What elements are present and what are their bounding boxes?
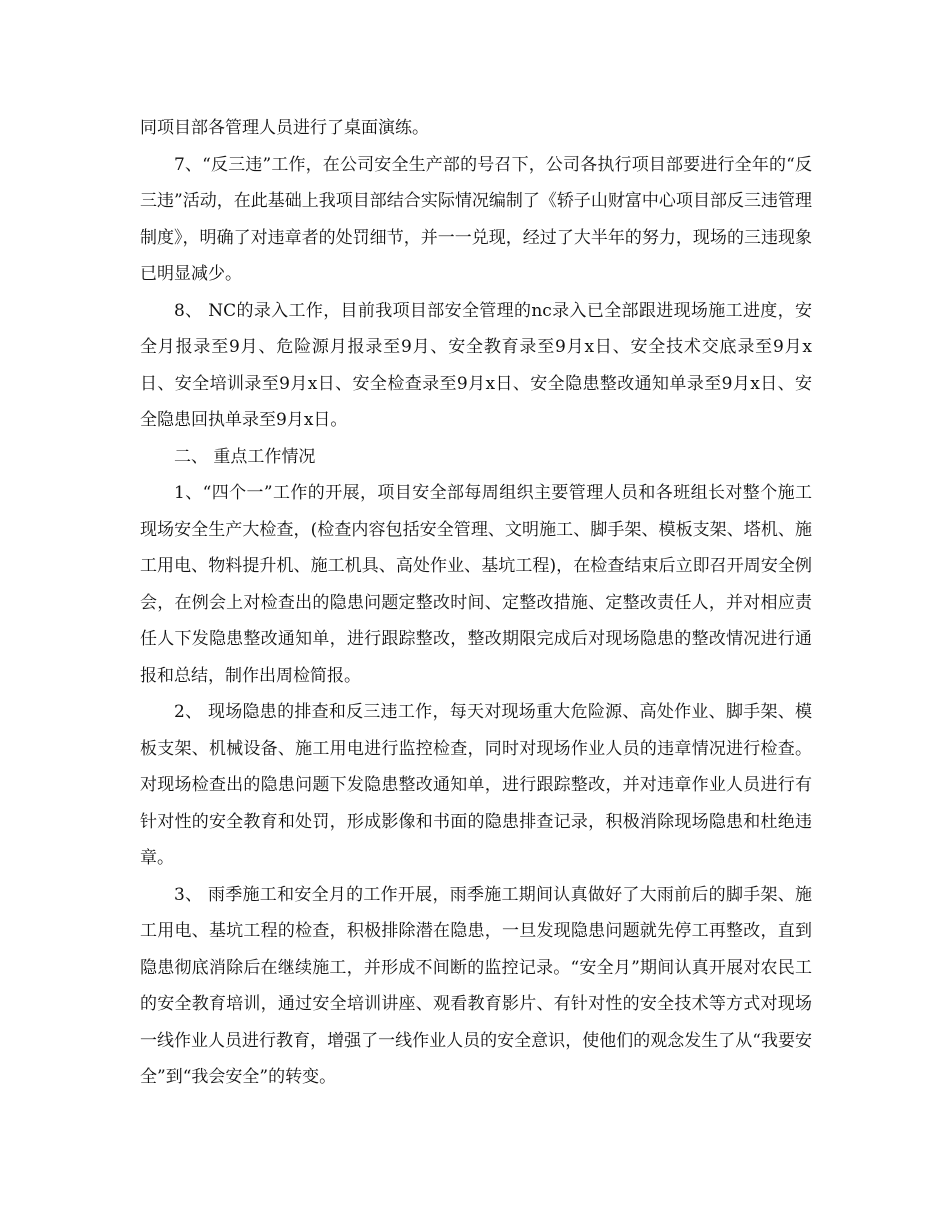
paragraph-item-2-hazard-inspection: 2、 现场隐患的排查和反三违工作，每天对现场重大危险源、高处作业、脚手架、模板支架、机械设备、施工用电进行监控检查，同时对现场作业人员的违章情况进行检查。对现场检查出的隐患问题下发隐患整改通知单，进行跟踪整改，并对违章作业人员进行有针对性的安全教育和处罚，形成影像和书面的隐患排查记录，积极消除现场隐患和杜绝违章。 [140,702,812,868]
section-heading-key-work: 二、 重点工作情况 [174,446,316,467]
document-body [140,110,812,1096]
paragraph-item-7-anti-violation: 7、“反三违”工作，在公司安全生产部的号召下，公司各执行项目部要进行全年的“反三违”活动，在此基础上我项目部结合实际情况编制了《轿子山财富中心项目部反三违管理制度》，明确了对违章者的处罚细节，并一一兑现，经过了大半年的努力，现场的三违现象已明显减少。 [140,154,812,284]
paragraph-continuation: 同项目部各管理人员进行了桌面演练。 [140,118,429,138]
paragraph-item-1-four-ones: 1、“四个一”工作的开展，项目安全部每周组织主要管理人员和各班组长对整个施工现场安全生产大检查，(检查内容包括安全管理、文明施工、脚手架、模板支架、塔机、施工用电、物料提升机、施工机具、高处作业、基坑工程)，在检查结束后立即召开周安全例会，在例会上对检查出的隐患问题定整改时间、定整改措施、定整改责任人，并对相应责任人下发隐患整改通知单，进行跟踪整改，整改期限完成后对现场隐患的整改情况进行通报和总结，制作出周检简报。 [140,483,812,686]
paragraph-item-3-rainy-season: 3、 雨季施工和安全月的工作开展，雨季施工期间认真做好了大雨前后的脚手架、施工用电、基坑工程的检查，积极排除潜在隐患，一旦发现隐患问题就先停工再整改，直到隐患彻底消除后在继续施工，并形成不间断的监控记录。“安全月”期间认真开展对农民工的安全教育培训，通过安全培训讲座、观看教育影片、有针对性的安全技术等方式对现场一线作业人员进行教育，增强了一线作业人员的安全意识，使他们的观念发生了从“我要安全”到“我会安全”的转变。 [140,884,812,1087]
paragraph-item-8-nc-entry: 8、 NC的录入工作，目前我项目部安全管理的nc录入已全部跟进现场施工进度，安全月报录至9月、危险源月报录至9月、安全教育录至9月x日、安全技术交底录至9月x日、安全培训录至9月x日、安全检查录至9月x日、安全隐患整改通知单录至9月x日、安全隐患回执单录至9月x日。 [140,300,812,430]
